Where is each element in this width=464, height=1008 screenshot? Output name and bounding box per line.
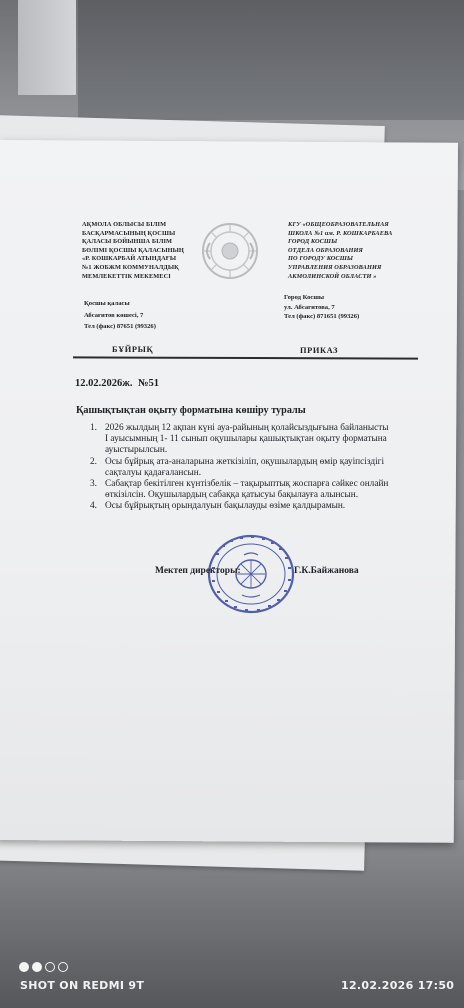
- header-right-block: [288, 221, 392, 281]
- item-line: Сабақтар бекітілген күнтізбелік – тақырыптық жоспарға сәйкес онлайн: [105, 479, 389, 490]
- list-item: [90, 479, 430, 501]
- header-left-line: №1 ЖОБЖМ КОММУНАЛДЫҚ: [82, 263, 179, 271]
- order-number: №51: [138, 378, 160, 389]
- item-text: [105, 501, 430, 512]
- header-right-line: ПО ГОРОДУ КОСШЫ: [288, 255, 354, 263]
- address-right-line: Тел (факс) 871651 (99326): [284, 313, 360, 321]
- header-left-line: ҚАЛАСЫ БОЙЫНША БІЛІМ: [82, 238, 173, 246]
- item-line: сақталуы қадағалансын.: [105, 467, 202, 478]
- background-shadow: [78, 0, 464, 120]
- item-number: 4.: [90, 501, 97, 512]
- header-left-line: МЕМЛЕКЕТТІК МЕКЕМЕСІ: [82, 272, 171, 280]
- header-left-line: «Р. КОШКАРБАЙ АТЫНДАҒЫ: [82, 255, 177, 263]
- item-line: ауыстырылсын.: [105, 445, 168, 456]
- header-right-line: АКМОЛИНСКОЙ ОБЛАСТИ »: [288, 272, 377, 280]
- header-left-line: АҚМОЛА ОБЛЫСЫ БІЛІМ: [82, 221, 167, 228]
- address-left-line: Абсағитов көшесі, 7: [84, 311, 144, 319]
- item-text: [105, 457, 430, 479]
- watermark-dot-icon: [45, 962, 55, 972]
- background-panel: [18, 0, 76, 95]
- address-left-line: Тел (факс) 87651 (99326): [84, 323, 156, 331]
- signature-name: Г.К.Байжанова: [294, 566, 359, 576]
- signature-role: Мектеп директоры:: [155, 566, 241, 576]
- item-text: [105, 479, 430, 501]
- doc-type-kazakh: БҰЙРЫҚ: [112, 345, 154, 354]
- list-item: [90, 423, 430, 457]
- header-right-line: ШКОЛА №1 им. Р. КОШКАРБАЕВА: [288, 229, 393, 237]
- header-right-line: УПРАВЛЕНИЯ ОБРАЗОВАНИЯ: [288, 263, 382, 271]
- watermark-dot-icon: [32, 962, 42, 972]
- item-number: 3.: [90, 479, 97, 490]
- header-left-block: [82, 221, 184, 281]
- item-line: І ауысымның 1- 11 сынып оқушылары қашықтықтан оқыту форматына: [105, 434, 387, 445]
- order-title: Қашықтықтан оқыту форматына көшіру туралы: [76, 405, 306, 416]
- watermark-dot-icon: [58, 962, 68, 972]
- address-left-line: Қосшы қаласы: [84, 300, 130, 307]
- item-line: өткізілсін. Оқушылардың сабаққа қатысуы бақылауға алынсын.: [105, 490, 359, 501]
- list-item: [90, 457, 430, 479]
- item-text: [105, 423, 430, 457]
- header-right-line: ОТДЕЛА ОБРАЗОВАНИЯ: [288, 246, 363, 254]
- camera-watermark-datetime: 12.02.2026 17:50: [341, 979, 455, 992]
- watermark-dot-icon: [19, 962, 29, 972]
- header-left-line: БӨЛІМІ ҚОСШЫ ҚАЛАСЫНЫҢ: [82, 246, 184, 254]
- order-items: [90, 423, 430, 513]
- item-number: 1.: [90, 423, 97, 433]
- item-line: Осы бұйрықтың орындалуын бақылауды өзіме қалдырамын.: [105, 501, 346, 512]
- address-right-line: ул. Абсагитова, 7: [284, 303, 335, 311]
- address-right: [284, 293, 359, 322]
- header-right-line: КГУ «ОБЩЕОБРАЗОВАТЕЛЬНАЯ: [288, 221, 389, 228]
- address-right-line: Город Косшы: [284, 294, 325, 301]
- header-right-line: ГОРОД КОСШЫ: [288, 238, 338, 246]
- item-line: Осы бұйрық ата-аналарына жеткізіліп, оқушылардың өмір қауіпсіздігі: [105, 456, 385, 467]
- state-emblem-icon: [200, 221, 260, 281]
- camera-watermark-label: SHOT ON REDMI 9T: [20, 979, 145, 992]
- address-left: [84, 298, 156, 333]
- item-number: 2.: [90, 456, 97, 467]
- camera-watermark-dots: [19, 962, 68, 972]
- list-item: [90, 501, 430, 512]
- doc-type-russian: ПРИКАЗ: [300, 346, 339, 355]
- order-date: 12.02.2026ж.: [75, 378, 133, 389]
- item-line: 2026 жылдың 12 ақпан күні ауа-райының қолайсыздығына байланысты: [105, 423, 389, 433]
- header-left-line: БАСҚАРМАСЫНЫҢ ҚОСШЫ: [82, 229, 176, 237]
